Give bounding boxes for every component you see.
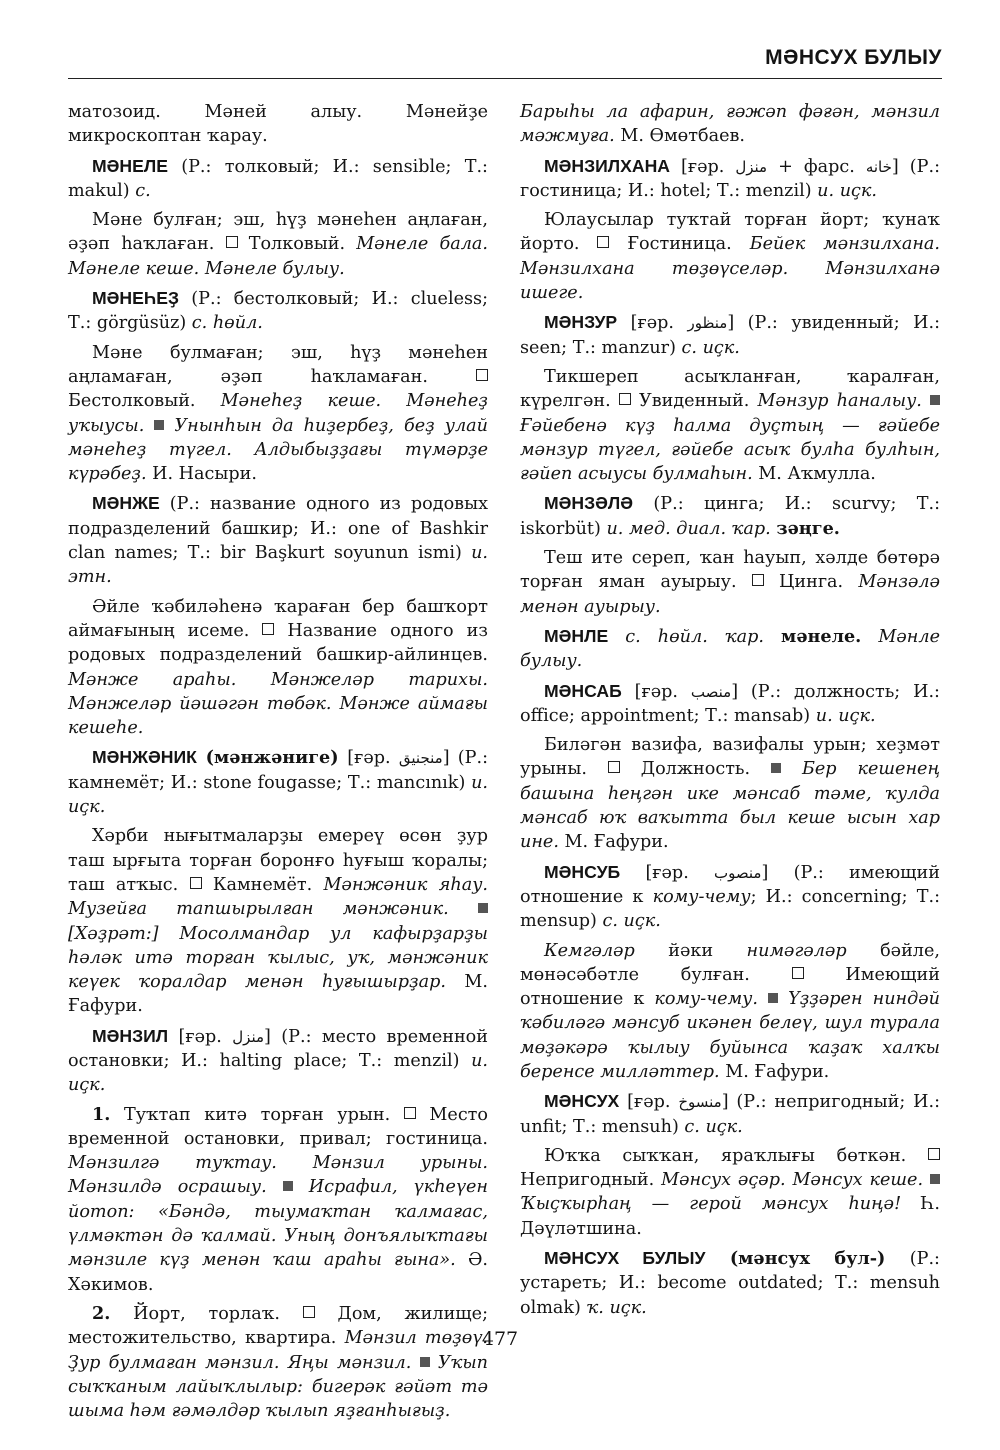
translation-marker-icon bbox=[597, 236, 609, 248]
etymology: [ғәр. bbox=[617, 313, 688, 334]
headword: МӘНСУБ bbox=[544, 861, 621, 882]
russian-translation: Дом, жилище; местожительство, квартира. bbox=[68, 1303, 488, 1349]
entry-maneheze bbox=[68, 286, 488, 336]
part-of-speech: с. иҫк. bbox=[681, 337, 740, 358]
definition bbox=[520, 939, 940, 1085]
definition-italic: Кемгәләр bbox=[544, 940, 635, 961]
part-of-speech: с. bbox=[135, 180, 151, 201]
definition-text: Туҡтап китә торған урын. bbox=[110, 1104, 404, 1125]
part-of-speech: с. һөйл. bbox=[191, 313, 263, 334]
quotation: [Хәҙрәт:] Мосолмандар ул кафырҙарҙы һәләк итә торған ҡылыс, уҡ, мәнжәник кеүек ҡоралдар менән һуғышырҙар. bbox=[68, 923, 488, 993]
part-of-speech: и. этн. bbox=[68, 543, 488, 588]
part-of-speech: ҡ. иҫк. bbox=[586, 1297, 647, 1318]
quotation: Ғәйебенә күҙ һалма дуҫтың — ғәйебе мәнзур түгел, ғәйебе асыҡ булһа булһын, ғәйеп асыусы булмаһын. bbox=[520, 415, 940, 485]
sense-1 bbox=[68, 1103, 488, 1297]
quotation-marker-icon bbox=[154, 420, 164, 430]
entry-manzhe bbox=[68, 491, 488, 589]
etymology: [ғәр. bbox=[347, 748, 399, 769]
continued-quotation: Барыһы ла афарин, ғәжәп фәғән, мәнзил мәжмуға. bbox=[520, 102, 940, 147]
headword: МӘНСУХ БУЛЫУ bbox=[544, 1248, 706, 1269]
page-header bbox=[68, 44, 942, 79]
russian-translation: Непригодный. bbox=[520, 1170, 662, 1191]
headword: МӘНЕЛЕ bbox=[92, 155, 168, 176]
headword: МӘНЛЕ bbox=[544, 625, 609, 646]
definition-text: бәйле, мөнәсәбәтле булған. bbox=[520, 940, 940, 985]
part-of-speech: с. иҫк. bbox=[684, 1116, 743, 1137]
definition-text: Юҡҡа сыҡҡан, яраҡлығы бөткән. bbox=[544, 1145, 928, 1166]
translation-marker-icon bbox=[262, 623, 274, 635]
etymology: [ғәр. bbox=[670, 156, 736, 177]
gloss: ] (Р.: камнемёт; И.: stone fougasse; Т.: mancınık) bbox=[68, 748, 488, 793]
entry-manzilkhana bbox=[520, 154, 940, 204]
quotation-marker-icon bbox=[283, 1181, 293, 1191]
arabic-script: منصب bbox=[690, 682, 732, 701]
translation-marker-icon bbox=[303, 1306, 315, 1318]
part-of-speech: и. мед. диал. ҡар. bbox=[606, 518, 777, 539]
quotation-author: Ә. Хәкимов. bbox=[68, 1250, 489, 1295]
definition-text: Йорт, торлаҡ. bbox=[110, 1303, 303, 1324]
russian-translation: Название одного из родовых подразделений башкир-айлинцев. bbox=[68, 620, 489, 666]
entry-mansub bbox=[520, 860, 940, 934]
definition-text: Хәрби нығытмаларҙы емереү өсөн ҙур таш ырғыта торған боронғо һуғыш ҡоралы; таш атҡыс. bbox=[68, 826, 488, 895]
entry-mansukh-bulyu bbox=[520, 1246, 940, 1320]
continuation-paragraph bbox=[68, 100, 488, 149]
headword: МӘНЖЕ bbox=[92, 493, 160, 514]
headword: МӘНЖӘНИК bbox=[92, 747, 197, 768]
examples: Мәнсух әҫәр. Мәнсух кеше. bbox=[661, 1170, 930, 1191]
russian-translation: Камнемёт. bbox=[201, 874, 324, 895]
translation-marker-icon bbox=[226, 236, 238, 248]
quotation: Үҙҙәрен ниндәй ҡәбиләгә мәнсуб икәнен белеү, шул турала мөҙәкәрә ҡылыу буйынса ҡаҙаҡ халҡы беренсе милләттер. bbox=[520, 989, 941, 1082]
etymology: [ғәр. bbox=[620, 862, 715, 883]
quotation-author: И. Насыри. bbox=[146, 464, 257, 485]
quotation-author: М. Ғафури. bbox=[719, 1061, 830, 1082]
definition-italic: нимәгәләр bbox=[746, 940, 847, 961]
gloss: (Р.: цинга; И.: scurvy; Т.: iskorbüt) bbox=[520, 494, 940, 539]
quotation: Исрафил, үкһеүен йотоп: «Бәндә, тыумаҡтан ҡалмағас, үлмәктән дә ҡалмай. Уның донъялыҡтағы мәнзиле күҙ менән ҡаш араһы ғына». bbox=[68, 1177, 489, 1271]
definition-text: Тикшереп асыҡланған, ҡаралған, күрелгән. bbox=[520, 366, 940, 412]
translation-marker-icon bbox=[752, 574, 764, 586]
definition-text: Теш ите сереп, ҡан һауып, хәлде бөтөрә торған яман ауырыу. bbox=[520, 548, 940, 593]
part-of-speech: и. иҫк. bbox=[68, 1050, 488, 1096]
russian-translation: Имеющий отношение к bbox=[520, 964, 940, 1010]
definition bbox=[520, 1144, 940, 1241]
gloss: ] (Р.: место временной остановки; И.: halting place; Т.: menzil) bbox=[68, 1026, 488, 1071]
gloss: (Р.: название одного из родовых подразделений башкир; И.: one of Bashkir clan names; Т.: bir Başkurt soyunun ismi) bbox=[68, 494, 488, 564]
quotation-author: М. Ғафури. bbox=[558, 832, 669, 853]
cross-reference: мәнеле. bbox=[781, 625, 862, 647]
russian-translation: Бестолковый. bbox=[68, 391, 221, 412]
translation-marker-icon bbox=[404, 1107, 416, 1119]
definition bbox=[68, 208, 488, 281]
left-column bbox=[68, 100, 488, 1428]
part-of-speech: и. иҫк. bbox=[817, 180, 877, 201]
examples: Мәнзур һаналыу. bbox=[757, 391, 930, 412]
cross-reference: зәңге. bbox=[776, 517, 840, 539]
gloss: (Р.: бестолковый; И.: clueless; Т.: görgüsüz) bbox=[68, 289, 488, 334]
russian-translation: Должность. bbox=[619, 759, 772, 780]
russian-translation: Толковый. bbox=[237, 234, 357, 255]
quotation-author: М. Аҡмулла. bbox=[752, 464, 876, 485]
quotation-marker-icon bbox=[930, 1174, 940, 1184]
quotation-marker-icon bbox=[478, 903, 488, 913]
etymology: [ғәр. bbox=[168, 1026, 233, 1047]
translation-marker-icon bbox=[619, 393, 631, 405]
gloss: ] (Р.: имеющий отношение к bbox=[520, 862, 940, 907]
entry-manzala bbox=[520, 491, 940, 541]
sense-number: 2. bbox=[92, 1302, 111, 1324]
examples: Мәнеһеҙ кеше. Мәнеһеҙ уҡыусы. bbox=[68, 391, 488, 436]
headword: МӘНЗӘЛӘ bbox=[544, 493, 634, 514]
definition-text: Мәне булмаған; эш, һүҙ мәнеһен аңламаған, әҙәп һаҡламаған. bbox=[68, 342, 488, 387]
definition-text: Мәне булған; эш, һүҙ мәнеһен аңлаған, әҙәп һаҡлаған. bbox=[68, 210, 488, 255]
russian-translation-italic: кому-чему. bbox=[654, 989, 758, 1010]
examples: Мәнзилгә туҡтау. Мәнзил урыны. Мәнзилдә осрашыу. bbox=[68, 1153, 488, 1198]
translation-marker-icon bbox=[608, 761, 620, 773]
gloss: ; И.: concerning; Т.: mensup) bbox=[520, 886, 940, 932]
definition bbox=[520, 546, 940, 619]
part-of-speech: и. иҫк. bbox=[815, 705, 876, 726]
definition bbox=[68, 595, 488, 741]
running-title: МӘНСУХ БУЛЫУ bbox=[765, 46, 942, 69]
examples: Мәнже араһы. Мәнжеләр тарихы. Мәнжеләр йәшәгән төбәк. Мәнже аймағы кешеһе. bbox=[68, 669, 488, 739]
arabic-script: منجنيق bbox=[398, 749, 443, 768]
continued-text: матозоид. Мәней алыу. Мәнейҙе микроскоптан ҡарау. bbox=[68, 102, 488, 147]
sense-number: 1. bbox=[92, 1103, 111, 1125]
etymology: [ғәр. bbox=[619, 1092, 679, 1113]
headword: МӘНСАБ bbox=[544, 680, 622, 701]
headword: МӘНСУХ bbox=[544, 1091, 620, 1112]
entry-manele bbox=[68, 154, 488, 204]
definition bbox=[68, 824, 488, 1018]
entry-manzhanik bbox=[68, 745, 488, 819]
definition-text: йәки bbox=[634, 940, 747, 961]
definition-text: Юлаусылар туҡтай торған йорт; ҡунаҡ йорто. bbox=[520, 210, 940, 255]
gloss: ] (Р.: непригодный; И.: unfit; Т.: mensuh) bbox=[520, 1092, 941, 1137]
continuation-paragraph bbox=[520, 100, 940, 149]
variant-form: (мәнжәниге) bbox=[196, 747, 348, 769]
right-column bbox=[520, 100, 940, 1325]
headword: МӘНЗУР bbox=[544, 312, 618, 333]
gloss-italic: кому-чему bbox=[652, 886, 751, 907]
gloss: (Р.: устареть; И.: become outdated; Т.: mensuh olmak) bbox=[520, 1249, 940, 1318]
gloss: (Р.: толковый; И.: sensible; Т.: makul) bbox=[68, 156, 488, 201]
headword: МӘНЕҺЕҘ bbox=[92, 288, 179, 309]
quotation-marker-icon bbox=[930, 395, 940, 405]
entry-manle bbox=[520, 624, 940, 674]
entry-mansukh bbox=[520, 1089, 940, 1139]
etymology-persian: + фарс. bbox=[767, 156, 866, 177]
definition-text: Биләгән вазифа, вазифалы урын; хеҙмәт урыны. bbox=[520, 735, 940, 780]
examples: Мәнле булыу. bbox=[520, 626, 940, 672]
examples: Мәнзил төҙөү. Ҙур булмаған мәнзил. Яңы мәнзил. bbox=[68, 1328, 488, 1373]
quotation: Уҡып сыҡҡаным лайыҡлылыр: бигерәк ғәйәт тә шыма һәм ғәмәлдәр ҡылып яҙғанһығыҙ. bbox=[68, 1352, 489, 1422]
russian-translation: Увиденный. bbox=[630, 391, 758, 412]
quotation-author: М. Ғафури. bbox=[68, 972, 488, 1017]
entry-manzur bbox=[520, 310, 940, 360]
arabic-script: منزل bbox=[735, 157, 768, 176]
quotation-author: Һ. Дәүләтшина. bbox=[520, 1194, 940, 1239]
definition bbox=[520, 208, 940, 305]
quotation-marker-icon bbox=[420, 1357, 430, 1367]
page-number: 477 bbox=[481, 1328, 519, 1350]
headword: МӘНЗИЛ bbox=[92, 1025, 169, 1046]
sense-2 bbox=[68, 1302, 488, 1423]
headword: МӘНЗИЛХАНА bbox=[544, 155, 670, 176]
variant-form: (мәнсух бул-) bbox=[705, 1248, 910, 1270]
gloss: ] (Р.: увиденный; И.: seen; Т.: manzur) bbox=[520, 313, 940, 358]
quotation-marker-icon bbox=[768, 993, 778, 1003]
arabic-script: منسوخ bbox=[678, 1093, 722, 1112]
examples: Мәнжәник яһау. Музейға тапшырылған мәнжәник. bbox=[68, 874, 488, 920]
definition bbox=[68, 341, 488, 487]
definition bbox=[520, 365, 940, 486]
arabic-script: منظور bbox=[687, 314, 728, 333]
translation-marker-icon bbox=[792, 967, 804, 979]
arabic-script: منصوب bbox=[714, 863, 762, 882]
translation-marker-icon bbox=[476, 369, 488, 381]
definition-text: Әйле ҡәбиләһенә ҡараған бер башҡорт аймағының исеме. bbox=[68, 596, 488, 641]
definition bbox=[520, 733, 940, 854]
etymology: [ғәр. bbox=[621, 681, 691, 702]
russian-translation: Место временной остановки, привал; гостиница. bbox=[68, 1104, 488, 1149]
russian-translation: Ғостиница. bbox=[609, 234, 750, 255]
quotation-author: М. Өмөтбаев. bbox=[614, 126, 745, 147]
entry-manzil bbox=[68, 1024, 488, 1098]
examples: Бейек мәнзилхана. Мәнзилхана төҙөүселәр. Мәнзилханә ишеге. bbox=[520, 234, 941, 304]
quotation: Бер кешенең башына һеңгән ике мәнсаб тәме, ҡулда мәнсаб юҡ ваҡытта был кеше ысын хар ине. bbox=[520, 759, 940, 853]
arabic-script: منزل bbox=[232, 1027, 265, 1046]
gloss: ] (Р.: должность; И.: office; appointment; Т.: mansab) bbox=[520, 681, 940, 726]
part-of-speech: и. иҫк. bbox=[68, 772, 488, 818]
translation-marker-icon bbox=[928, 1148, 940, 1160]
examples: Мәнзәлә менән ауырыу. bbox=[520, 572, 941, 617]
translation-marker-icon bbox=[190, 877, 202, 889]
quotation-marker-icon bbox=[771, 763, 781, 773]
part-of-speech: с. һөйл. ҡар. bbox=[608, 626, 782, 647]
quotation: Ҡыҫҡырһаң — герой мәнсух һиңә! bbox=[520, 1194, 902, 1215]
gloss: ] (Р.: гостиница; И.: hotel; Т.: menzil) bbox=[520, 156, 940, 201]
arabic-script: خانه bbox=[865, 157, 892, 176]
part-of-speech: с. иҫк. bbox=[602, 911, 661, 932]
examples: Мәнеле бала. Мәнеле кеше. Мәнеле булыу. bbox=[68, 234, 488, 279]
russian-translation: Цинга. bbox=[763, 572, 859, 593]
entry-mansab bbox=[520, 679, 940, 729]
quotation: Унынһын да һиҙербеҙ, беҙ улай мәнеһеҙ түгел. Алдыбыҙҙағы түмәрҙе күрәбеҙ. bbox=[68, 415, 488, 485]
